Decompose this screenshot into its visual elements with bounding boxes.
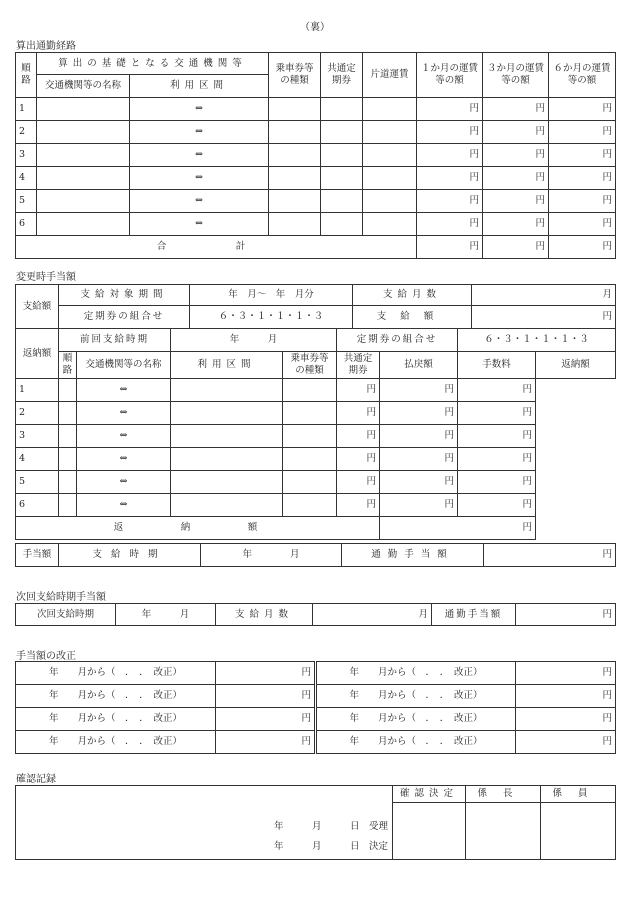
route-ticket-type[interactable] bbox=[269, 190, 321, 213]
route-fare-1m[interactable]: 円 bbox=[417, 213, 483, 236]
payment-months-value[interactable]: 月 bbox=[472, 285, 616, 306]
refund-return-value[interactable]: 円 bbox=[458, 494, 536, 517]
route-one-way-fare[interactable] bbox=[363, 190, 417, 213]
route-common-pass[interactable] bbox=[321, 167, 363, 190]
refund-row bbox=[16, 471, 616, 494]
route-no-header: 順路 bbox=[16, 53, 37, 98]
revision-amount-left[interactable]: 円 bbox=[216, 708, 316, 731]
refund-return-value[interactable]: 円 bbox=[458, 471, 536, 494]
route-fare-6m[interactable]: 円 bbox=[549, 190, 616, 213]
route-fare-6m[interactable]: 円 bbox=[549, 167, 616, 190]
fare-1month-header: １か月の運賃等の額 bbox=[417, 53, 483, 98]
refund-row-no: 4 bbox=[16, 448, 59, 471]
route-common-pass[interactable] bbox=[321, 121, 363, 144]
payment-months-label: 支給月数 bbox=[353, 285, 472, 306]
refund-row-no: 2 bbox=[16, 402, 59, 425]
revision-date-right[interactable]: 年 月から（ ． ． 改正） bbox=[316, 685, 516, 708]
revision-amount-left[interactable]: 円 bbox=[216, 685, 316, 708]
revision-amount-right[interactable]: 円 bbox=[516, 685, 616, 708]
route-fare-1m[interactable]: 円 bbox=[417, 167, 483, 190]
payment-period-value[interactable]: 年 月～ 年 月分 bbox=[190, 285, 353, 306]
refund-facility-name[interactable] bbox=[59, 471, 77, 494]
next-months-label: 支給月数 bbox=[216, 604, 313, 626]
route-total-label: 合 計 bbox=[16, 236, 417, 259]
revision-date-right[interactable]: 年 月から（ ． ． 改正） bbox=[316, 662, 516, 685]
decision-stamp-box[interactable] bbox=[393, 803, 466, 860]
route-usage-arrow[interactable]: ⇔ bbox=[130, 144, 269, 167]
refund-fee-value[interactable]: 円 bbox=[380, 448, 458, 471]
route-common-pass[interactable] bbox=[321, 98, 363, 121]
pass-combo-label: 定期券の組合せ bbox=[59, 306, 190, 329]
refund-paid-value[interactable]: 円 bbox=[337, 402, 380, 425]
route-fare-1m[interactable]: 円 bbox=[417, 98, 483, 121]
refund-paid-value[interactable]: 円 bbox=[337, 425, 380, 448]
route-facility-name[interactable] bbox=[37, 144, 130, 167]
revision-row bbox=[16, 685, 616, 708]
refund-ticket-type[interactable] bbox=[171, 379, 283, 402]
refund-return-value[interactable]: 円 bbox=[458, 448, 536, 471]
route-ticket-type[interactable] bbox=[269, 121, 321, 144]
payment-amount-value[interactable]: 円 bbox=[472, 306, 616, 329]
revision-amount-right[interactable]: 円 bbox=[516, 731, 616, 754]
route-usage-arrow[interactable]: ⇔ bbox=[130, 167, 269, 190]
route-common-pass[interactable] bbox=[321, 144, 363, 167]
refund-paid-value[interactable]: 円 bbox=[337, 471, 380, 494]
prev-combo-value[interactable]: ６・３・１・１・１・３ bbox=[458, 329, 616, 352]
refund-fee-value[interactable]: 円 bbox=[380, 402, 458, 425]
next-allowance-heading: 次回支給時期手当額 bbox=[16, 592, 106, 603]
refund-return-value[interactable]: 円 bbox=[458, 402, 536, 425]
revision-row bbox=[16, 708, 616, 731]
facility-name-header: 交通機関等の名称 bbox=[37, 75, 130, 98]
route-fare-6m[interactable]: 円 bbox=[549, 121, 616, 144]
allowance-label: 手当額 bbox=[16, 544, 59, 567]
refund-paid-value[interactable]: 円 bbox=[337, 448, 380, 471]
refund-facility-name[interactable] bbox=[59, 379, 77, 402]
refund-return-header: 返納額 bbox=[536, 352, 616, 379]
revision-date-left[interactable]: 年 月から（ ． ． 改正） bbox=[16, 708, 216, 731]
route-one-way-fare[interactable] bbox=[363, 144, 417, 167]
fare-3month-header: ３か月の運賃等の額 bbox=[483, 53, 549, 98]
chief-stamp-box[interactable] bbox=[466, 803, 541, 860]
refund-common-pass[interactable] bbox=[283, 471, 337, 494]
payment-period-label: 支給対象期間 bbox=[59, 285, 190, 306]
route-common-pass[interactable] bbox=[321, 190, 363, 213]
next-time-value[interactable]: 年 月 bbox=[116, 604, 216, 626]
basis-transport-header: 算出の基礎となる交通機関等 bbox=[37, 53, 269, 75]
route-facility-name[interactable] bbox=[37, 190, 130, 213]
route-row-no: 6 bbox=[16, 213, 37, 236]
refund-paid-value[interactable]: 円 bbox=[337, 379, 380, 402]
refund-fee-value[interactable]: 円 bbox=[380, 379, 458, 402]
refund-fee-header: 手数料 bbox=[458, 352, 536, 379]
refund-row bbox=[16, 402, 616, 425]
chief-header: 係長 bbox=[466, 786, 541, 803]
revision-date-right[interactable]: 年 月から（ ． ． 改正） bbox=[316, 708, 516, 731]
route-fare-1m[interactable]: 円 bbox=[417, 144, 483, 167]
refund-fee-value[interactable]: 円 bbox=[380, 425, 458, 448]
route-one-way-fare[interactable] bbox=[363, 121, 417, 144]
refund-row bbox=[16, 448, 616, 471]
next-months-value[interactable]: 月 bbox=[313, 604, 432, 626]
refund-usage-arrow[interactable]: ⇔ bbox=[77, 379, 171, 402]
revision-amount-right[interactable]: 円 bbox=[516, 708, 616, 731]
pay-time-value[interactable]: 年 月 bbox=[201, 544, 342, 567]
prev-time-label: 前回支給時期 bbox=[59, 329, 171, 352]
refund-ticket-type[interactable] bbox=[171, 471, 283, 494]
refund-table bbox=[15, 328, 616, 540]
refund-usage-arrow[interactable]: ⇔ bbox=[77, 448, 171, 471]
route-fare-3m[interactable]: 円 bbox=[483, 98, 549, 121]
refund-label: 返納額 bbox=[16, 329, 59, 379]
refund-row-no: 1 bbox=[16, 379, 59, 402]
route-total-3m[interactable]: 円 bbox=[483, 236, 549, 259]
revision-date-left[interactable]: 年 月から（ ． ． 改正） bbox=[16, 685, 216, 708]
route-fare-6m[interactable]: 円 bbox=[549, 98, 616, 121]
refund-ticket-type[interactable] bbox=[171, 425, 283, 448]
route-row-no: 4 bbox=[16, 167, 37, 190]
staff-stamp-box[interactable] bbox=[541, 803, 616, 860]
route-fare-3m[interactable]: 円 bbox=[483, 144, 549, 167]
page-header: （裏） bbox=[300, 22, 330, 33]
route-fare-6m[interactable]: 円 bbox=[549, 213, 616, 236]
refund-common-pass[interactable] bbox=[283, 448, 337, 471]
route-row-no: 5 bbox=[16, 190, 37, 213]
ticket-type-header: 乗車券等の種類 bbox=[269, 53, 321, 98]
receipt-decision-cell bbox=[16, 786, 393, 860]
change-allowance-heading: 変更時手当額 bbox=[16, 272, 76, 283]
route-common-pass[interactable] bbox=[321, 213, 363, 236]
refund-row bbox=[16, 379, 616, 402]
refund-fee-value[interactable]: 円 bbox=[380, 494, 458, 517]
revision-date-right[interactable]: 年 月から（ ． ． 改正） bbox=[316, 731, 516, 754]
refund-usage-arrow[interactable]: ⇔ bbox=[77, 494, 171, 517]
pass-combo-value[interactable]: ６・３・１・１・１・３ bbox=[190, 306, 353, 329]
route-usage-arrow[interactable]: ⇔ bbox=[130, 213, 269, 236]
prev-time-value[interactable]: 年 月 bbox=[171, 329, 337, 352]
commute-allowance-label: 通勤手当額 bbox=[342, 544, 484, 567]
refund-route-no-header: 順路 bbox=[59, 352, 77, 379]
route-row bbox=[16, 121, 616, 144]
route-facility-name[interactable] bbox=[37, 167, 130, 190]
payment-amount-table bbox=[15, 284, 616, 329]
route-ticket-type[interactable] bbox=[269, 213, 321, 236]
refund-row-no: 5 bbox=[16, 471, 59, 494]
route-fare-3m[interactable]: 円 bbox=[483, 190, 549, 213]
refund-return-value[interactable]: 円 bbox=[458, 425, 536, 448]
prev-combo-label: 定期券の組合せ bbox=[337, 329, 458, 352]
one-way-fare-header: 片道運賃 bbox=[363, 53, 417, 98]
decision-header: 確認決定 bbox=[393, 786, 466, 803]
fare-6month-header: ６か月の運賃等の額 bbox=[549, 53, 616, 98]
common-pass-header: 共通定期券 bbox=[321, 53, 363, 98]
refund-paid-header: 払戻額 bbox=[380, 352, 458, 379]
route-fare-3m[interactable]: 円 bbox=[483, 121, 549, 144]
route-facility-name[interactable] bbox=[37, 121, 130, 144]
route-ticket-type[interactable] bbox=[269, 167, 321, 190]
refund-usage-header: 利用区間 bbox=[171, 352, 283, 379]
refund-fee-value[interactable]: 円 bbox=[380, 471, 458, 494]
commute-allowance-value[interactable]: 円 bbox=[484, 544, 616, 567]
route-fare-1m[interactable]: 円 bbox=[417, 190, 483, 213]
next-commute-allowance-value[interactable]: 円 bbox=[516, 604, 616, 626]
refund-usage-arrow[interactable]: ⇔ bbox=[77, 402, 171, 425]
route-total-1m[interactable]: 円 bbox=[417, 236, 483, 259]
route-one-way-fare[interactable] bbox=[363, 213, 417, 236]
route-row bbox=[16, 98, 616, 121]
refund-return-value[interactable]: 円 bbox=[458, 379, 536, 402]
next-commute-allowance-label: 通勤手当額 bbox=[432, 604, 516, 626]
refund-ticket-type[interactable] bbox=[171, 402, 283, 425]
refund-facility-name[interactable] bbox=[59, 494, 77, 517]
payment-amount-label: 支給額 bbox=[353, 306, 472, 329]
route-row bbox=[16, 167, 616, 190]
refund-row-no: 6 bbox=[16, 494, 59, 517]
route-one-way-fare[interactable] bbox=[363, 167, 417, 190]
route-ticket-type[interactable] bbox=[269, 144, 321, 167]
refund-common-pass[interactable] bbox=[283, 494, 337, 517]
route-fare-3m[interactable]: 円 bbox=[483, 213, 549, 236]
refund-row bbox=[16, 425, 616, 448]
revision-row bbox=[16, 662, 616, 685]
refund-ticket-type[interactable] bbox=[171, 494, 283, 517]
route-fare-1m[interactable]: 円 bbox=[417, 121, 483, 144]
refund-total-label: 返 納 額 bbox=[16, 517, 380, 540]
pay-time-label: 支給時期 bbox=[59, 544, 201, 567]
route-row-no: 1 bbox=[16, 98, 37, 121]
revision-table bbox=[15, 661, 616, 754]
route-usage-arrow[interactable]: ⇔ bbox=[130, 190, 269, 213]
route-facility-name[interactable] bbox=[37, 213, 130, 236]
revision-amount-left[interactable]: 円 bbox=[216, 662, 316, 685]
refund-total-value[interactable]: 円 bbox=[380, 517, 536, 540]
received-date-line[interactable]: 年 月 日 受理 bbox=[273, 821, 388, 832]
route-row-no: 3 bbox=[16, 144, 37, 167]
route-row bbox=[16, 213, 616, 236]
revision-row bbox=[16, 731, 616, 754]
usage-section-header: 利用区間 bbox=[130, 75, 269, 98]
route-usage-arrow[interactable]: ⇔ bbox=[130, 98, 269, 121]
refund-common-pass[interactable] bbox=[283, 425, 337, 448]
route-usage-arrow[interactable]: ⇔ bbox=[130, 121, 269, 144]
commute-route-heading: 算出通勤経路 bbox=[16, 41, 76, 52]
refund-usage-arrow[interactable]: ⇔ bbox=[77, 425, 171, 448]
route-row bbox=[16, 190, 616, 213]
revision-heading: 手当額の改正 bbox=[16, 651, 76, 662]
confirmation-table bbox=[15, 785, 616, 860]
route-row-no: 2 bbox=[16, 121, 37, 144]
route-fare-3m[interactable]: 円 bbox=[483, 167, 549, 190]
refund-facility-name[interactable] bbox=[59, 402, 77, 425]
route-row bbox=[16, 144, 616, 167]
revision-date-left[interactable]: 年 月から（ ． ． 改正） bbox=[16, 662, 216, 685]
refund-row bbox=[16, 494, 616, 517]
allowance-table bbox=[15, 543, 616, 567]
refund-common-pass[interactable] bbox=[283, 402, 337, 425]
refund-row-no: 3 bbox=[16, 425, 59, 448]
decided-date-line[interactable]: 年 月 日 決定 bbox=[273, 841, 388, 852]
route-one-way-fare[interactable] bbox=[363, 98, 417, 121]
route-ticket-type[interactable] bbox=[269, 98, 321, 121]
refund-facility-header: 交通機関等の名称 bbox=[77, 352, 171, 379]
refund-ticket-header: 乗車券等の種類 bbox=[283, 352, 337, 379]
refund-facility-name[interactable] bbox=[59, 425, 77, 448]
refund-paid-value[interactable]: 円 bbox=[337, 494, 380, 517]
route-facility-name[interactable] bbox=[37, 98, 130, 121]
route-fare-6m[interactable]: 円 bbox=[549, 144, 616, 167]
commute-route-table bbox=[15, 52, 616, 259]
revision-amount-left[interactable]: 円 bbox=[216, 731, 316, 754]
next-time-label: 次回支給時期 bbox=[16, 604, 116, 626]
payment-label: 支給額 bbox=[16, 285, 59, 329]
refund-usage-arrow[interactable]: ⇔ bbox=[77, 471, 171, 494]
next-allowance-table bbox=[15, 603, 616, 626]
refund-common-pass[interactable] bbox=[283, 379, 337, 402]
refund-facility-name[interactable] bbox=[59, 448, 77, 471]
revision-amount-right[interactable]: 円 bbox=[516, 662, 616, 685]
route-total-6m[interactable]: 円 bbox=[549, 236, 616, 259]
refund-common-header: 共通定期券 bbox=[337, 352, 380, 379]
revision-date-left[interactable]: 年 月から（ ． ． 改正） bbox=[16, 731, 216, 754]
confirmation-heading: 確認記録 bbox=[16, 774, 56, 785]
staff-header: 係員 bbox=[541, 786, 616, 803]
refund-ticket-type[interactable] bbox=[171, 448, 283, 471]
